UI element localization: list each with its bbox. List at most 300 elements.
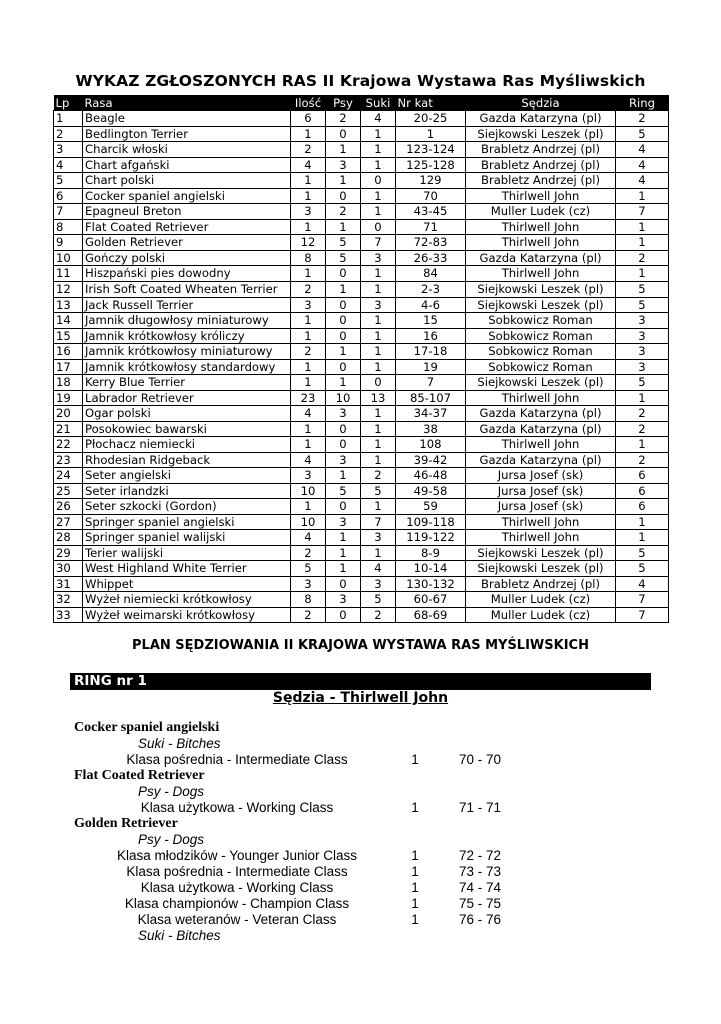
table-cell: 20-25 xyxy=(396,111,466,127)
table-cell: 4 xyxy=(291,452,326,468)
table-cell: Gazda Katarzyna (pl) xyxy=(466,111,616,127)
table-cell: 4 xyxy=(291,530,326,546)
table-cell: 3 xyxy=(361,297,396,313)
table-cell: 46-48 xyxy=(396,468,466,484)
table-cell: 1 xyxy=(326,173,361,189)
table-cell: 1 xyxy=(291,375,326,391)
table-cell: 5 xyxy=(326,235,361,251)
table-row xyxy=(54,344,669,360)
table-cell: Rhodesian Ridgeback xyxy=(83,452,291,468)
table-cell: 2 xyxy=(291,545,326,561)
table-cell: 24 xyxy=(54,468,83,484)
table-cell: 26-33 xyxy=(396,250,466,266)
table-cell: West Highland White Terrier xyxy=(83,561,291,577)
table-cell: 1 xyxy=(616,390,669,406)
table-cell: Siejkowski Leszek (pl) xyxy=(466,545,616,561)
table-cell: 19 xyxy=(54,390,83,406)
table-cell: 14 xyxy=(54,313,83,329)
table-cell: 29 xyxy=(54,545,83,561)
table-cell: 1 xyxy=(616,235,669,251)
table-cell: 1 xyxy=(291,126,326,142)
table-cell: 3 xyxy=(616,313,669,329)
schedule-sex: Suki - Bitches xyxy=(138,736,221,751)
schedule-class: Klasa pośrednia - Intermediate Class xyxy=(126,752,348,767)
table-cell: 1 xyxy=(361,344,396,360)
table-cell: Jack Russell Terrier xyxy=(83,297,291,313)
table-cell: 16 xyxy=(54,344,83,360)
schedule-count: 1 xyxy=(411,864,419,879)
schedule-sex: Psy - Dogs xyxy=(138,784,205,799)
table-cell: 12 xyxy=(291,235,326,251)
table-cell: 1 xyxy=(326,142,361,158)
table-cell: 1 xyxy=(54,111,83,127)
table-cell: 1 xyxy=(326,561,361,577)
table-cell: Posokowiec bawarski xyxy=(83,421,291,437)
schedule-breed: Golden Retriever xyxy=(74,816,178,831)
table-cell: 49-58 xyxy=(396,483,466,499)
table-cell: Flat Coated Retriever xyxy=(83,219,291,235)
table-cell: 1 xyxy=(361,266,396,282)
table-cell: 0 xyxy=(326,607,361,623)
table-row xyxy=(54,499,669,515)
table-row xyxy=(54,250,669,266)
table-cell: 1 xyxy=(616,266,669,282)
table-cell: Thirlwell John xyxy=(466,235,616,251)
table-cell: 3 xyxy=(54,142,83,158)
table-cell: 4-6 xyxy=(396,297,466,313)
table-cell: Jursa Josef (sk) xyxy=(466,483,616,499)
table-cell: Gazda Katarzyna (pl) xyxy=(466,406,616,422)
table-cell: Seter angielski xyxy=(83,468,291,484)
table-cell: 4 xyxy=(361,111,396,127)
schedule-sex: Suki - Bitches xyxy=(138,928,221,943)
table-cell: 1 xyxy=(291,359,326,375)
table-cell: 1 xyxy=(616,514,669,530)
table-row xyxy=(54,188,669,204)
table-cell: Thirlwell John xyxy=(466,219,616,235)
table-cell: 0 xyxy=(326,359,361,375)
table-cell: 3 xyxy=(291,576,326,592)
table-cell: 4 xyxy=(291,157,326,173)
table-cell: Thirlwell John xyxy=(466,530,616,546)
table-cell: 1 xyxy=(616,437,669,453)
table-cell: 33 xyxy=(54,607,83,623)
table-cell: 6 xyxy=(616,468,669,484)
table-cell: 1 xyxy=(291,188,326,204)
table-cell: 4 xyxy=(54,157,83,173)
table-cell: Siejkowski Leszek (pl) xyxy=(466,561,616,577)
column-header: Ring xyxy=(616,95,669,111)
table-cell: Siejkowski Leszek (pl) xyxy=(466,297,616,313)
table-cell: 5 xyxy=(616,375,669,391)
table-cell: Chart afgański xyxy=(83,157,291,173)
table-cell: 1 xyxy=(326,219,361,235)
column-header: Sędzia xyxy=(466,95,616,111)
table-cell: Płochacz niemiecki xyxy=(83,437,291,453)
table-cell: Sobkowicz Roman xyxy=(466,359,616,375)
column-header: Psy xyxy=(326,95,361,111)
table-row xyxy=(54,313,669,329)
table-row xyxy=(54,406,669,422)
table-cell: 130-132 xyxy=(396,576,466,592)
table-cell: Sobkowicz Roman xyxy=(466,313,616,329)
table-cell: 1 xyxy=(291,328,326,344)
table-cell: 7 xyxy=(396,375,466,391)
table-cell: 18 xyxy=(54,375,83,391)
table-cell: 22 xyxy=(54,437,83,453)
table-cell: 4 xyxy=(616,173,669,189)
column-header: Ilość xyxy=(291,95,326,111)
column-header: Nr kat xyxy=(396,95,466,111)
table-cell: 1 xyxy=(326,344,361,360)
table-cell: 7 xyxy=(616,607,669,623)
table-cell: 1 xyxy=(361,281,396,297)
table-cell: 2 xyxy=(291,607,326,623)
table-row xyxy=(54,297,669,313)
table-cell: Beagle xyxy=(83,111,291,127)
table-cell: 123-124 xyxy=(396,142,466,158)
table-cell: 5 xyxy=(326,483,361,499)
table-row xyxy=(54,607,669,623)
table-cell: Gazda Katarzyna (pl) xyxy=(466,250,616,266)
table-cell: 9 xyxy=(54,235,83,251)
table-row xyxy=(54,452,669,468)
table-cell: 2 xyxy=(291,142,326,158)
table-cell: 68-69 xyxy=(396,607,466,623)
table-cell: 3 xyxy=(616,344,669,360)
table-cell: 2 xyxy=(361,607,396,623)
schedule-sex: Psy - Dogs xyxy=(138,832,205,847)
table-cell: 1 xyxy=(361,437,396,453)
table-cell: 0 xyxy=(361,219,396,235)
table-cell: 72-83 xyxy=(396,235,466,251)
table-cell: 3 xyxy=(361,530,396,546)
table-cell: 0 xyxy=(326,437,361,453)
table-cell: 17 xyxy=(54,359,83,375)
table-cell: Ogar polski xyxy=(83,406,291,422)
table-cell: 1 xyxy=(361,313,396,329)
table-cell: 0 xyxy=(326,328,361,344)
table-cell: 2 xyxy=(291,344,326,360)
breed-list-table xyxy=(53,95,669,623)
table-cell: 16 xyxy=(396,328,466,344)
table-row xyxy=(54,530,669,546)
table-cell: 125-128 xyxy=(396,157,466,173)
table-cell: 5 xyxy=(616,281,669,297)
table-cell: 1 xyxy=(326,468,361,484)
table-cell: 2 xyxy=(616,250,669,266)
table-cell: Muller Ludek (cz) xyxy=(466,592,616,608)
table-cell: 71 xyxy=(396,219,466,235)
table-cell: 1 xyxy=(291,219,326,235)
table-cell: 4 xyxy=(616,142,669,158)
table-cell: 1 xyxy=(326,281,361,297)
table-cell: Irish Soft Coated Wheaten Terrier xyxy=(83,281,291,297)
table-row xyxy=(54,390,669,406)
table-cell: Seter irlandzki xyxy=(83,483,291,499)
table-cell: 5 xyxy=(616,297,669,313)
schedule-count: 1 xyxy=(411,752,419,767)
table-cell: 39-42 xyxy=(396,452,466,468)
table-cell: Hiszpański pies dowodny xyxy=(83,266,291,282)
table-row xyxy=(54,375,669,391)
table-cell: 0 xyxy=(326,266,361,282)
table-cell: 11 xyxy=(54,266,83,282)
table-cell: 10 xyxy=(326,390,361,406)
table-row xyxy=(54,576,669,592)
table-cell: Brabletz Andrzej (pl) xyxy=(466,173,616,189)
table-cell: 1 xyxy=(291,499,326,515)
table-row xyxy=(54,592,669,608)
table-cell: 8 xyxy=(291,592,326,608)
schedule-catalog-range: 74 - 74 xyxy=(459,880,502,895)
table-cell: 1 xyxy=(361,188,396,204)
table-cell: Epagneul Breton xyxy=(83,204,291,220)
table-cell: 20 xyxy=(54,406,83,422)
table-cell: 1 xyxy=(361,142,396,158)
table-cell: 1 xyxy=(361,421,396,437)
table-cell: 10-14 xyxy=(396,561,466,577)
table-cell: 12 xyxy=(54,281,83,297)
table-cell: 1 xyxy=(616,219,669,235)
table-cell: Terier walijski xyxy=(83,545,291,561)
table-cell: 0 xyxy=(326,576,361,592)
table-cell: 5 xyxy=(361,483,396,499)
schedule-class: Klasa weteranów - Veteran Class xyxy=(137,912,337,927)
table-cell: Bedlington Terrier xyxy=(83,126,291,142)
table-cell: 6 xyxy=(616,483,669,499)
table-cell: 8-9 xyxy=(396,545,466,561)
table-cell: 4 xyxy=(616,157,669,173)
schedule-count: 1 xyxy=(411,896,419,911)
table-cell: Whippet xyxy=(83,576,291,592)
schedule-catalog-range: 73 - 73 xyxy=(459,864,502,879)
table-cell: 0 xyxy=(361,173,396,189)
table-cell: 3 xyxy=(326,406,361,422)
table-cell: Brabletz Andrzej (pl) xyxy=(466,157,616,173)
table-cell: 2 xyxy=(616,111,669,127)
table-cell: Gazda Katarzyna (pl) xyxy=(466,421,616,437)
ring-header: RING nr 1 xyxy=(70,673,651,690)
table-cell: 21 xyxy=(54,421,83,437)
schedule-class: Klasa championów - Champion Class xyxy=(124,896,350,911)
table-cell: 3 xyxy=(361,576,396,592)
table-cell: Jamnik krótkowłosy standardowy xyxy=(83,359,291,375)
schedule-catalog-range: 72 - 72 xyxy=(459,848,502,863)
table-cell: 25 xyxy=(54,483,83,499)
table-cell: 70 xyxy=(396,188,466,204)
table-row xyxy=(54,421,669,437)
table-cell: Jamnik krótkowłosy króliczy xyxy=(83,328,291,344)
table-cell: Brabletz Andrzej (pl) xyxy=(466,576,616,592)
table-row xyxy=(54,514,669,530)
table-row xyxy=(54,235,669,251)
table-cell: 5 xyxy=(54,173,83,189)
table-cell: 1 xyxy=(291,266,326,282)
table-cell: 3 xyxy=(326,592,361,608)
table-cell: Wyżeł niemiecki krótkowłosy xyxy=(83,592,291,608)
table-cell: 7 xyxy=(361,514,396,530)
table-cell: 19 xyxy=(396,359,466,375)
table-cell: 1 xyxy=(326,530,361,546)
table-row xyxy=(54,483,669,499)
table-cell: 1 xyxy=(361,204,396,220)
table-cell: 23 xyxy=(291,390,326,406)
table-cell: 0 xyxy=(326,499,361,515)
table-row xyxy=(54,437,669,453)
table-cell: 15 xyxy=(54,328,83,344)
schedule-catalog-range: 75 - 75 xyxy=(459,896,502,911)
table-cell: Jamnik długowłosy miniaturowy xyxy=(83,313,291,329)
schedule-class: Klasa użytkowa - Working Class xyxy=(140,880,334,895)
table-cell: 60-67 xyxy=(396,592,466,608)
table-cell: 85-107 xyxy=(396,390,466,406)
table-cell: 31 xyxy=(54,576,83,592)
table-cell: Siejkowski Leszek (pl) xyxy=(466,281,616,297)
table-row xyxy=(54,266,669,282)
table-cell: Brabletz Andrzej (pl) xyxy=(466,142,616,158)
table-row xyxy=(54,219,669,235)
table-cell: Sobkowicz Roman xyxy=(466,328,616,344)
table-cell: 1 xyxy=(361,406,396,422)
table-cell: 8 xyxy=(54,219,83,235)
table-cell: 15 xyxy=(396,313,466,329)
table-cell: 0 xyxy=(326,126,361,142)
table-row xyxy=(54,545,669,561)
table-cell: 108 xyxy=(396,437,466,453)
table-cell: 43-45 xyxy=(396,204,466,220)
table-cell: Cocker spaniel angielski xyxy=(83,188,291,204)
table-cell: Gazda Katarzyna (pl) xyxy=(466,452,616,468)
table-cell: 1 xyxy=(361,452,396,468)
table-cell: 3 xyxy=(291,204,326,220)
table-cell: 1 xyxy=(291,421,326,437)
table-cell: 5 xyxy=(616,545,669,561)
table-row xyxy=(54,281,669,297)
table-cell: 1 xyxy=(326,545,361,561)
table-cell: 38 xyxy=(396,421,466,437)
table-cell: 1 xyxy=(361,359,396,375)
table-cell: 0 xyxy=(326,188,361,204)
table-cell: 7 xyxy=(616,592,669,608)
table-cell: 0 xyxy=(326,421,361,437)
table-cell: 1 xyxy=(396,126,466,142)
table-cell: 109-118 xyxy=(396,514,466,530)
table-cell: 10 xyxy=(291,514,326,530)
table-cell: Sobkowicz Roman xyxy=(466,344,616,360)
column-header: Rasa xyxy=(83,95,291,111)
table-cell: 2 xyxy=(616,452,669,468)
table-cell: 28 xyxy=(54,530,83,546)
table-cell: 2 xyxy=(361,468,396,484)
table-cell: 129 xyxy=(396,173,466,189)
table-cell: Thirlwell John xyxy=(466,514,616,530)
schedule-catalog-range: 76 - 76 xyxy=(459,912,502,927)
table-cell: 7 xyxy=(616,204,669,220)
table-cell: 4 xyxy=(361,561,396,577)
table-cell: Golden Retriever xyxy=(83,235,291,251)
table-cell: 1 xyxy=(616,188,669,204)
table-row xyxy=(54,468,669,484)
table-cell: 7 xyxy=(54,204,83,220)
table-cell: 17-18 xyxy=(396,344,466,360)
table-cell: Kerry Blue Terrier xyxy=(83,375,291,391)
table-cell: Thirlwell John xyxy=(466,437,616,453)
table-cell: 3 xyxy=(326,157,361,173)
table-cell: 34-37 xyxy=(396,406,466,422)
table-cell: Chart polski xyxy=(83,173,291,189)
column-header: Lp xyxy=(54,95,83,111)
table-cell: 1 xyxy=(361,126,396,142)
column-header: Suki xyxy=(361,95,396,111)
table-cell: Thirlwell John xyxy=(466,266,616,282)
table-cell: 2 xyxy=(326,204,361,220)
table-cell: Thirlwell John xyxy=(466,390,616,406)
table-cell: 1 xyxy=(361,499,396,515)
schedule-count: 1 xyxy=(411,848,419,863)
schedule-class: Klasa pośrednia - Intermediate Class xyxy=(126,864,348,879)
table-cell: 3 xyxy=(291,468,326,484)
table-cell: 3 xyxy=(291,297,326,313)
table-cell: 2 xyxy=(616,421,669,437)
schedule-class: Klasa młodzików - Younger Junior Class xyxy=(116,848,358,863)
table-cell: 2 xyxy=(326,111,361,127)
table-cell: Gończy polski xyxy=(83,250,291,266)
table-cell: 1 xyxy=(361,545,396,561)
table-cell: Springer spaniel angielski xyxy=(83,514,291,530)
table-cell: 5 xyxy=(326,250,361,266)
table-row xyxy=(54,157,669,173)
table-cell: 1 xyxy=(616,530,669,546)
table-cell: 6 xyxy=(291,111,326,127)
table-cell: Muller Ludek (cz) xyxy=(466,607,616,623)
table-cell: 7 xyxy=(361,235,396,251)
table-row xyxy=(54,126,669,142)
table-row xyxy=(54,111,669,127)
table-cell: 4 xyxy=(291,406,326,422)
document-title: WYKAZ ZGŁOSZONYCH RAS II Krajowa Wystawa Ras Myśliwskich xyxy=(75,72,646,90)
table-cell: 3 xyxy=(616,359,669,375)
table-cell: 2-3 xyxy=(396,281,466,297)
table-cell: 3 xyxy=(326,452,361,468)
table-cell: 3 xyxy=(616,328,669,344)
table-row xyxy=(54,204,669,220)
table-cell: Thirlwell John xyxy=(466,188,616,204)
plan-title: PLAN SĘDZIOWANIA II KRAJOWA WYSTAWA RAS MYŚLIWSKICH xyxy=(132,638,589,653)
table-cell: 4 xyxy=(616,576,669,592)
schedule-class: Klasa użytkowa - Working Class xyxy=(140,800,334,815)
table-cell: 5 xyxy=(616,126,669,142)
table-row xyxy=(54,359,669,375)
table-cell: 1 xyxy=(326,375,361,391)
table-cell: Jamnik krótkowłosy miniaturowy xyxy=(83,344,291,360)
table-cell: Siejkowski Leszek (pl) xyxy=(466,375,616,391)
table-cell: 1 xyxy=(291,173,326,189)
table-header-row xyxy=(54,95,669,111)
table-row xyxy=(54,173,669,189)
table-cell: 1 xyxy=(291,437,326,453)
table-cell: 5 xyxy=(291,561,326,577)
table-cell: 30 xyxy=(54,561,83,577)
table-row xyxy=(54,328,669,344)
table-cell: Jursa Josef (sk) xyxy=(466,499,616,515)
table-cell: 0 xyxy=(326,297,361,313)
table-cell: Wyżeł weimarski krótkowłosy xyxy=(83,607,291,623)
schedule-breed: Cocker spaniel angielski xyxy=(74,720,220,735)
table-row xyxy=(54,561,669,577)
schedule-count: 1 xyxy=(411,800,419,815)
table-cell: 84 xyxy=(396,266,466,282)
